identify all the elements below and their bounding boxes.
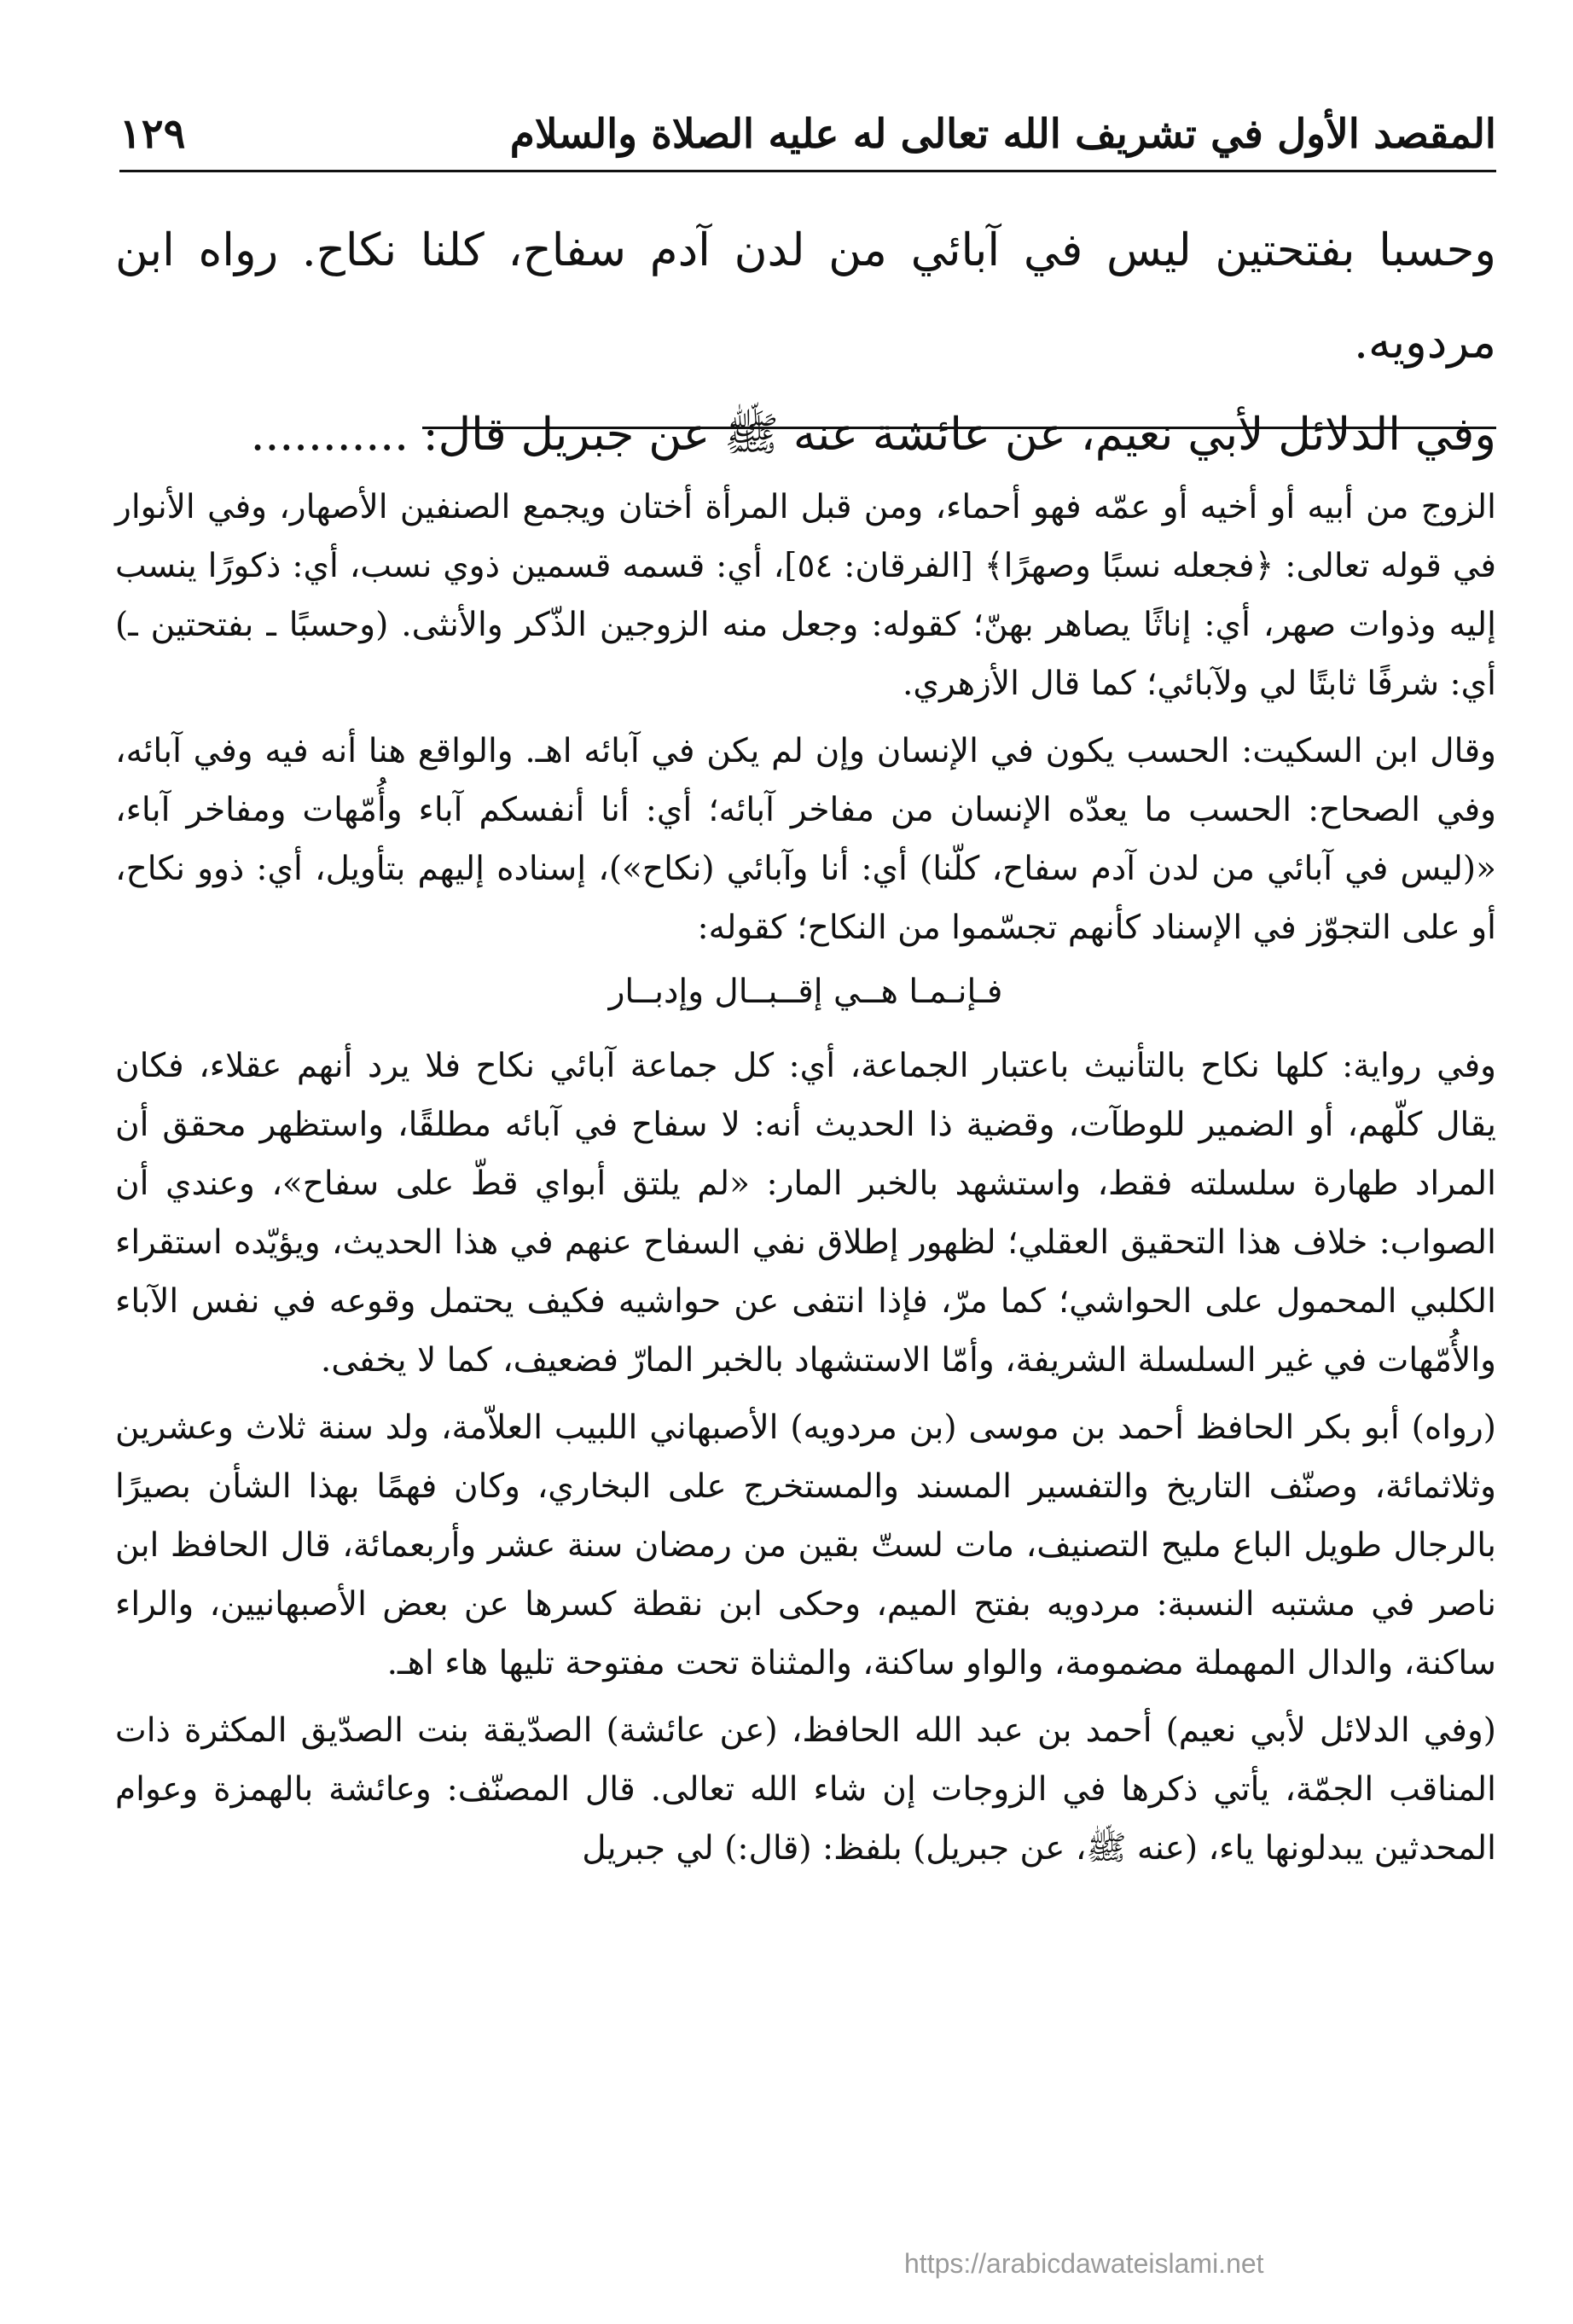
page-number: ١٢٩ [119,110,186,158]
main-line: وحسبا بفتحتين ليس في آبائي من لدن آدم سفاح، كلنا نكاح. رواه ابن مردويه. [115,224,1496,369]
commentary [115,478,1496,1886]
main-line: وفي الدلائل لأبي نعيم، عن عائشة عنه ﷺ عن جبريل قال: ........... [250,409,1496,461]
running-title: المقصد الأول في تشريف الله تعالى له عليه الصلاة والسلام [509,111,1496,158]
poetry-verse: فـإنـمـا هــي إقــبــال وإدبــار [608,973,1003,1011]
separator-rule [422,427,1496,429]
commentary-paragraph: وقال ابن السكيت: الحسب يكون في الإنسان وإن لم يكن في آبائه اهـ. والواقع هنا أنه فيه وفي آبائه، وفي الصحاح: الحسب ما يعدّه الإنسان من مفاخر آبائه؛ أي: أنا أنفسكم آباء وأُمّهات ومفاخر آباء، «(ليس في آبائي من لدن آدم سفاح، كلّنا) أي: أنا وآبائي (نكاح»)، إسناده إليهم بتأويل، أي: ذوو نكاح، أو على التجوّز في الإسناد كأنهم تجسّموا من النكاح؛ كقوله: [115,732,1496,947]
main-text [115,205,1496,481]
commentary-paragraph: (رواه) أبو بكر الحافظ أحمد بن موسى (بن مردويه) الأصبهاني اللبيب العلاّمة، ولد سنة ثلاث وعشرين وثلاثمائة، وصنّف التاريخ والتفسير المسند والمستخرج على البخاري، وكان فهمًا بهذا الشأن بصيرًا بالرجال طويل الباع مليح التصنيف، مات لستّ بقين من رمضان سنة عشر وأربعمائة، قال الحافظ ابن ناصر في مشتبه النسبة: مردويه بفتح الميم، وحكى ابن نقطة كسرها عن بعض الأصبهانيين، والراء ساكنة، والدال المهملة مضمومة، والواو ساكنة، والمثناة تحت مفتوحة تليها هاء اهـ. [115,1409,1496,1682]
commentary-paragraph: وفي رواية: كلها نكاح بالتأنيث باعتبار الجماعة، أي: كل جماعة آبائي نكاح فلا يرد أنهم عقلاء، فكان يقال كلّهم، أو الضمير للوطآت، وقضية ذا الحديث أنه: لا سفاح في آبائه مطلقًا، واستظهر محقق أن المراد طهارة سلسلته فقط، واستشهد بالخبر المار: «لم يلتق أبواي قطّ على سفاح»، وعندي أن الصواب: خلاف هذا التحقيق العقلي؛ لظهور إطلاق نفي السفاح عنهم في هذا الحديث، ويؤيّده استقراء الكلبي المحمول على الحواشي؛ كما مرّ، فإذا انتفى عن حواشيه فكيف يحتمل وقوعه في نفس الآباء والأُمّهات في غير السلسلة الشريفة، وأمّا الاستشهاد بالخبر المارّ فضعيف، كما لا يخفى. [115,1047,1496,1380]
watermark-url: https://arabicdawateislami.net [904,2248,1264,2279]
commentary-paragraph: (وفي الدلائل لأبي نعيم) أحمد بن عبد الله الحافظ، (عن عائشة) الصدّيقة بنت الصدّيق المكثرة ذات المناقب الجمّة، يأتي ذكرها في الزوجات إن شاء الله تعالى. قال المصنّف: وعائشة بالهمزة وعوام المحدثين يبدلونها ياء، (عنه ﷺ، عن جبريل) بلفظ: (قال:) لي جبريل [115,1711,1496,1868]
page-header [119,90,1496,172]
commentary-paragraph: الزوج من أبيه أو أخيه أو عمّه فهو أحماء، ومن قبل المرأة أختان ويجمع الصنفين الأصهار، وفي الأنوار في قوله تعالى: ﴿فجعله نسبًا وصهرًا﴾ [الفرقان: ٥٤]، أي: قسمه قسمين ذوي نسب، أي: ذكورًا ينسب إليه وذوات صهر، أي: إناثًا يصاهر بهنّ؛ كقوله: وجعل منه الزوجين الذّكر والأنثى. (وحسبًا ـ بفتحتين ـ) أي: شرفًا ثابتًا لي ولآبائي؛ كما قال الأزهري. [115,488,1497,703]
